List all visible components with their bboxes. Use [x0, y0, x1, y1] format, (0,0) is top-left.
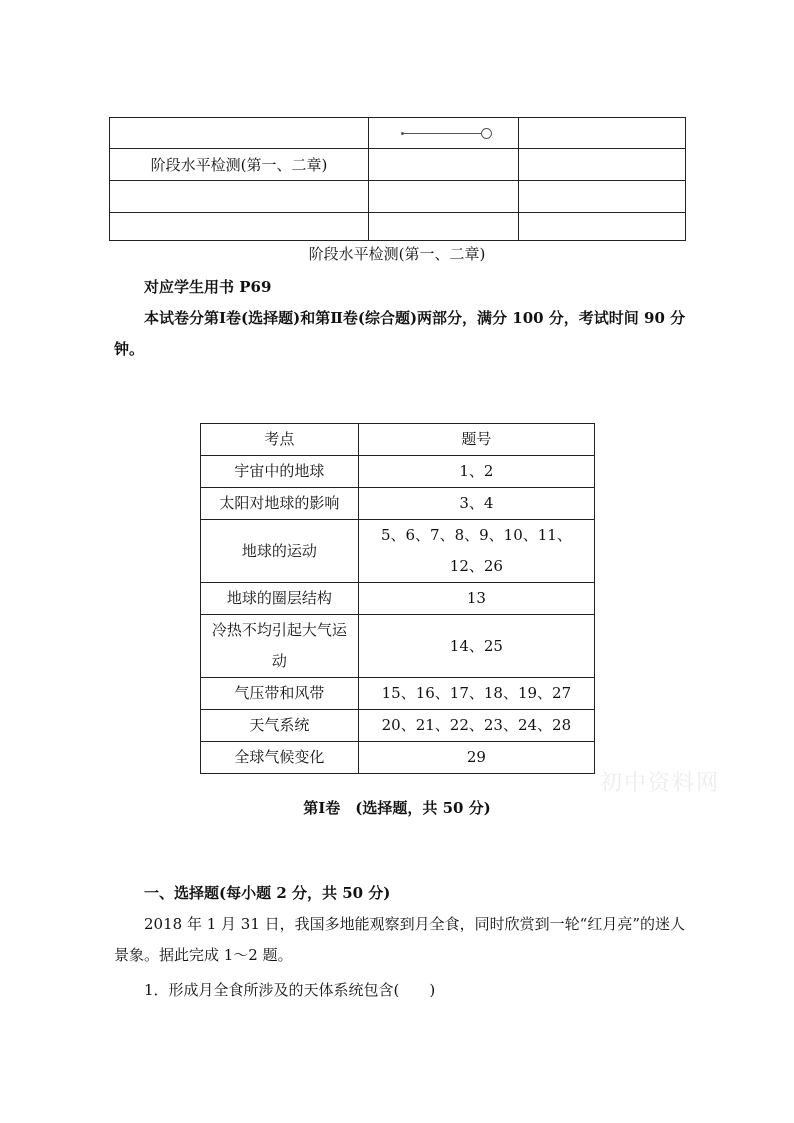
reference-line: 对应学生用书 P69: [144, 278, 272, 296]
table-row: [201, 583, 595, 615]
topic-cell: 全球气候变化: [201, 742, 359, 774]
topic-cell: 地球的圈层结构: [201, 583, 359, 615]
table-row: [110, 181, 686, 213]
table-row: [201, 456, 595, 488]
table-cell: [110, 118, 369, 149]
table-row: [110, 149, 686, 181]
section-one-heading: 一、选择题(每小题 2 分，共 50 分): [144, 884, 391, 902]
table-cell: [369, 213, 519, 241]
numbers-cell: 20、21、22、23、24、28: [358, 710, 594, 742]
numbers-cell: 1、2: [358, 456, 594, 488]
table-row: [110, 118, 686, 149]
table-row: [201, 520, 595, 583]
exam-topic-table: [200, 423, 595, 774]
slider-start-dot: [401, 132, 404, 135]
page-heading: 阶段水平检测(第一、二章): [308, 245, 486, 263]
question-1: 1．形成月全食所涉及的天体系统包含( ): [144, 981, 436, 999]
table-cell: [519, 118, 686, 149]
table-cell: [110, 181, 369, 213]
passage-paragraph: 2018 年 1 月 31 日，我国多地能观察到月全食，同时欣赏到一轮“红月亮”的迷人景象。据此完成 1～2 题。: [114, 915, 685, 964]
numbers-cell: 29: [358, 742, 594, 774]
column-header: 题号: [358, 424, 594, 456]
header-table: [109, 117, 686, 241]
topic-cell: 地球的运动: [201, 520, 359, 583]
numbers-cell: 15、16、17、18、19、27: [358, 678, 594, 710]
table-row: [110, 213, 686, 241]
slider-track: [403, 133, 483, 134]
numbers-cell: 5、6、7、8、9、10、11、12、26: [358, 520, 594, 583]
topic-cell: 天气系统: [201, 710, 359, 742]
numbers-cell: 3、4: [358, 488, 594, 520]
table-cell: [110, 213, 369, 241]
numbers-cell: 13: [358, 583, 594, 615]
topic-cell: 宇宙中的地球: [201, 456, 359, 488]
intro-paragraph: 本试卷分第Ⅰ卷(选择题)和第Ⅱ卷(综合题)两部分，满分 100 分，考试时间 90 分钟。: [114, 309, 686, 358]
table-cell: [369, 118, 519, 149]
numbers-cell: 14、25: [358, 615, 594, 678]
section-title: 第Ⅰ卷 (选择题，共 50 分): [303, 799, 491, 817]
table-row: [201, 710, 595, 742]
table-header-row: [201, 424, 595, 456]
table-cell: [519, 213, 686, 241]
table-row: [201, 488, 595, 520]
column-header: 考点: [201, 424, 359, 456]
watermark: 初中资料网: [600, 771, 721, 796]
table-cell: [519, 181, 686, 213]
table-cell: [519, 149, 686, 181]
table-cell: 阶段水平检测(第一、二章): [110, 149, 369, 181]
table-row: [201, 742, 595, 774]
slider-handle[interactable]: [481, 128, 492, 139]
table-cell: [369, 149, 519, 181]
table-row: [201, 615, 595, 678]
table-cell: [369, 181, 519, 213]
slider-control[interactable]: [403, 128, 491, 140]
topic-cell: 太阳对地球的影响: [201, 488, 359, 520]
table-row: [201, 678, 595, 710]
topic-cell: 气压带和风带: [201, 678, 359, 710]
topic-cell: 冷热不均引起大气运动: [201, 615, 359, 678]
